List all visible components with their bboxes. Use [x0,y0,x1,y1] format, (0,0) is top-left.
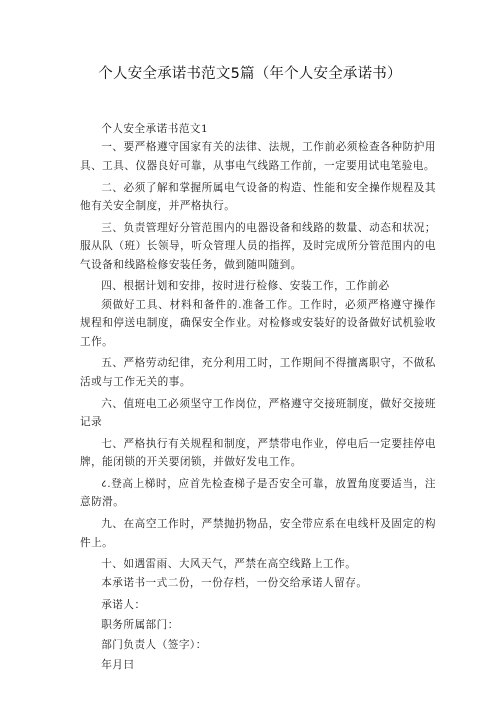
paragraph-4-continued: 须做好工具、材料和备件的.准备工作。工作时，必须严格遵守操作规程和停送电制度，确保安全作业。对检修或安装好的设备做好试机验收工作。 [80,298,436,348]
paragraph-10: 十、如遇雷雨、大风天气，严禁在高空线路上工作。 [101,558,357,571]
paragraph-1: 一、要严格遵守国家有关的法律、法规，工作前必须检查各种防护用具、工具、仪器良好可靠，从事电气线路工作前，一定要用试电笔验电。 [80,141,436,172]
paragraph-8: ८.登高上梯时，应首先检查梯子是否安全可靠，放置角度要适当，注意防滑。 [80,478,436,509]
promiser-label: 承诺人： [101,598,146,611]
paragraph-2: 二、必须了解和掌握所属电气设备的构造、性能和安全操作规程及其他有关安全制度，并严格执行。 [80,181,436,213]
paragraph-6: 六、值班电工必须坚守工作岗位，严格遵守交接班制度，做好交接班记录 [80,397,436,429]
document-title: 个人安全承诺书范文5篇（年个人安全承诺书） [98,66,402,82]
department-label: 职务所属部门： [101,618,179,631]
paragraph-9: 九、在高空工作时，严禁抛扔物品，安全带应系在电线杆及固定的构件上。 [80,518,436,549]
paragraph-5: 五、严格劳动纪律，充分利用工时，工作期间不得擅离职守，不做私活或与工作无关的事。 [80,357,436,388]
department-head-label: 部门负责人（签字）： [101,638,207,651]
closing-note: 本承诺书一式二份，一份存档，一份交给承诺人留存。 [101,576,368,589]
section-heading: 个人安全承诺书范文1 [101,123,209,135]
paragraph-7: 七、严格执行有关规程和制度，严禁带电作业，停电后一定要挂停电牌，能闭锁的开关要闭锁，并做好发电工作。 [80,437,436,469]
document-body [80,120,436,676]
paragraph-4: 四、根据计划和安排，按时进行检修、安装工作，工作前必 [101,280,390,293]
paragraph-3: 三、负责管理好分管范围内的电器设备和线路的数量、动态和状况；服从队（班）长领导，听众管理人员的指挥，及时完成所分管范围内的电气设备和线路检修安装任务，做到随叫随到。 [80,221,436,271]
date-label: 年月曰 [101,658,135,671]
